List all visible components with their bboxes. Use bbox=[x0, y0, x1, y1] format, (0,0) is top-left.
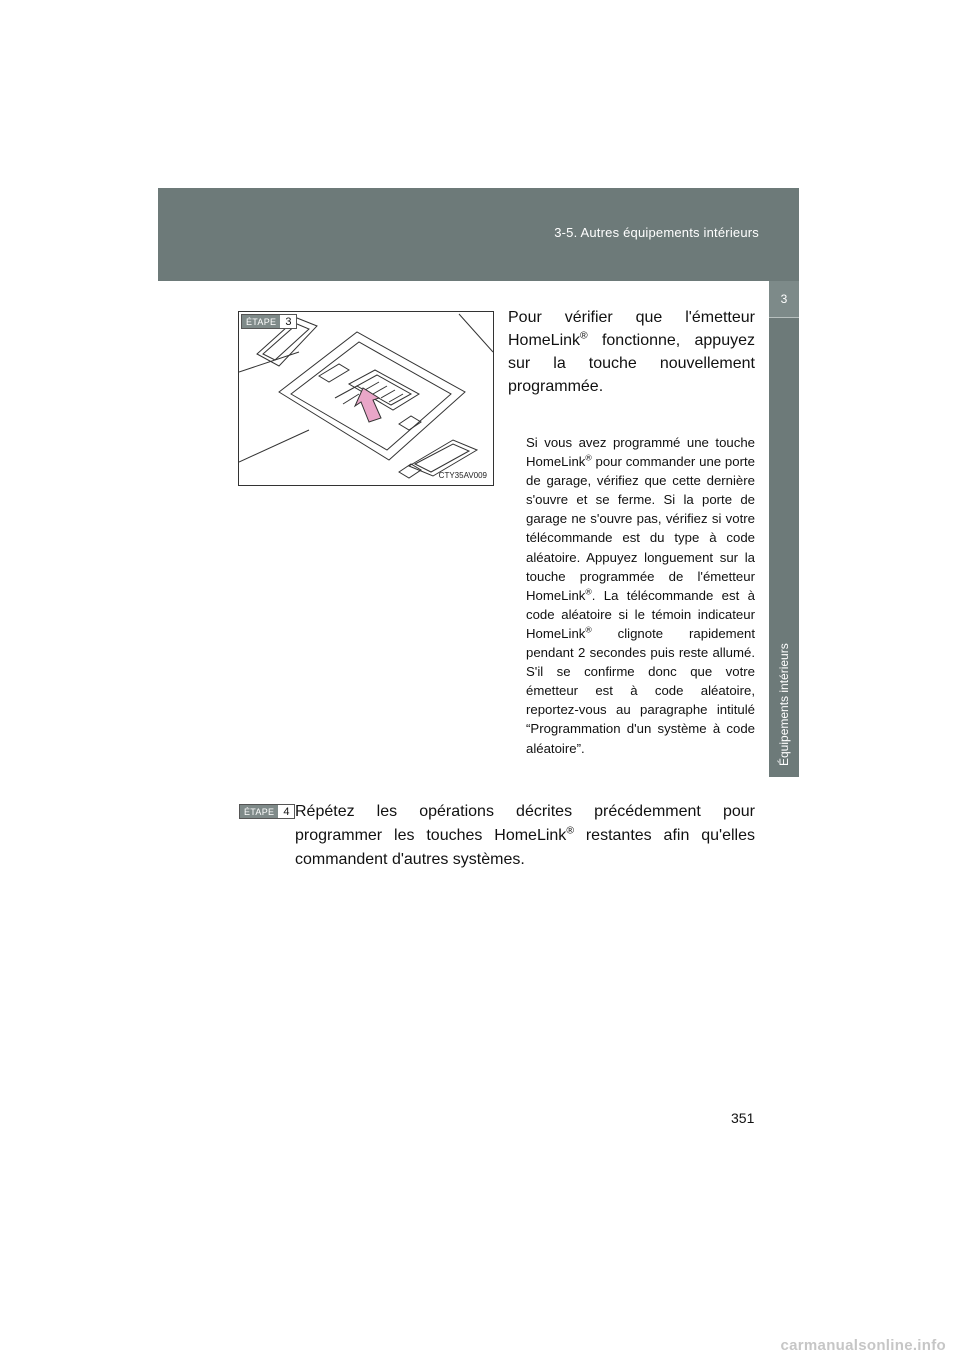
step-4-badge bbox=[239, 804, 295, 819]
section-header bbox=[158, 188, 799, 281]
note-text-part: pour commander une porte de garage, vérifiez que cette dernière s'ouvre et se ferme. Si la porte de garage ne s'ouvre pas, vérifiez si votre télécommande est du type à code aléatoire. Appuyez longuement sur la touche programmée de l'émetteur HomeLink bbox=[526, 454, 755, 603]
step-3-text-part: Pour vérifier que l'émetteur HomeLink bbox=[508, 309, 755, 349]
step-3-note bbox=[526, 433, 755, 758]
note-text-part: clignote rapidement pendant 2 secondes puis reste allumé. S'il se confirme donc que votre émetteur est à code aléatoire, reportez-vous au paragraphe intitulé “Programmation d'un système à code aléatoire”. bbox=[526, 625, 755, 756]
chapter-number: 3 bbox=[780, 292, 788, 306]
step-number: 4 bbox=[283, 805, 290, 818]
note-text-part: Si vous avez programmé une touche HomeLink bbox=[526, 435, 755, 470]
step-number: 3 bbox=[285, 315, 292, 328]
chapter-tab bbox=[769, 281, 799, 777]
registered-mark: ® bbox=[585, 452, 592, 463]
figure-code: CTY35AV009 bbox=[438, 471, 487, 480]
step-3-badge bbox=[241, 314, 297, 329]
step-4-text-part: Répétez les opérations décrites précédemment pour programmer les touches HomeLink bbox=[295, 803, 755, 844]
homelink-illustration bbox=[239, 312, 493, 485]
step-3-text-part: fonctionne, appuyez sur la touche nouvellement programmée. bbox=[508, 332, 755, 395]
chapter-number-box bbox=[769, 281, 799, 318]
watermark: carmanualsonline.info bbox=[780, 1337, 946, 1354]
press-arrow-icon bbox=[355, 388, 381, 422]
step-3-instruction bbox=[508, 306, 755, 398]
step-4-text-part: restantes afin qu'elles commandent d'autres systèmes. bbox=[295, 827, 755, 868]
registered-mark: ® bbox=[585, 624, 592, 635]
note-text-part: . La télécommande est à code aléatoire si le témoin indicateur HomeLink bbox=[526, 587, 755, 641]
section-title: 3-5. Autres équipements intérieurs bbox=[554, 225, 759, 240]
illustration-overhead-console bbox=[238, 311, 494, 486]
page-number: 351 bbox=[731, 1110, 755, 1126]
registered-mark: ® bbox=[566, 825, 574, 837]
step-label: ÉTAPE bbox=[242, 315, 280, 328]
registered-mark: ® bbox=[585, 586, 592, 597]
registered-mark: ® bbox=[580, 330, 588, 342]
chapter-label: Équipements intérieurs bbox=[777, 643, 791, 766]
step-4-instruction bbox=[295, 800, 755, 872]
step-label: ÉTAPE bbox=[240, 805, 278, 818]
